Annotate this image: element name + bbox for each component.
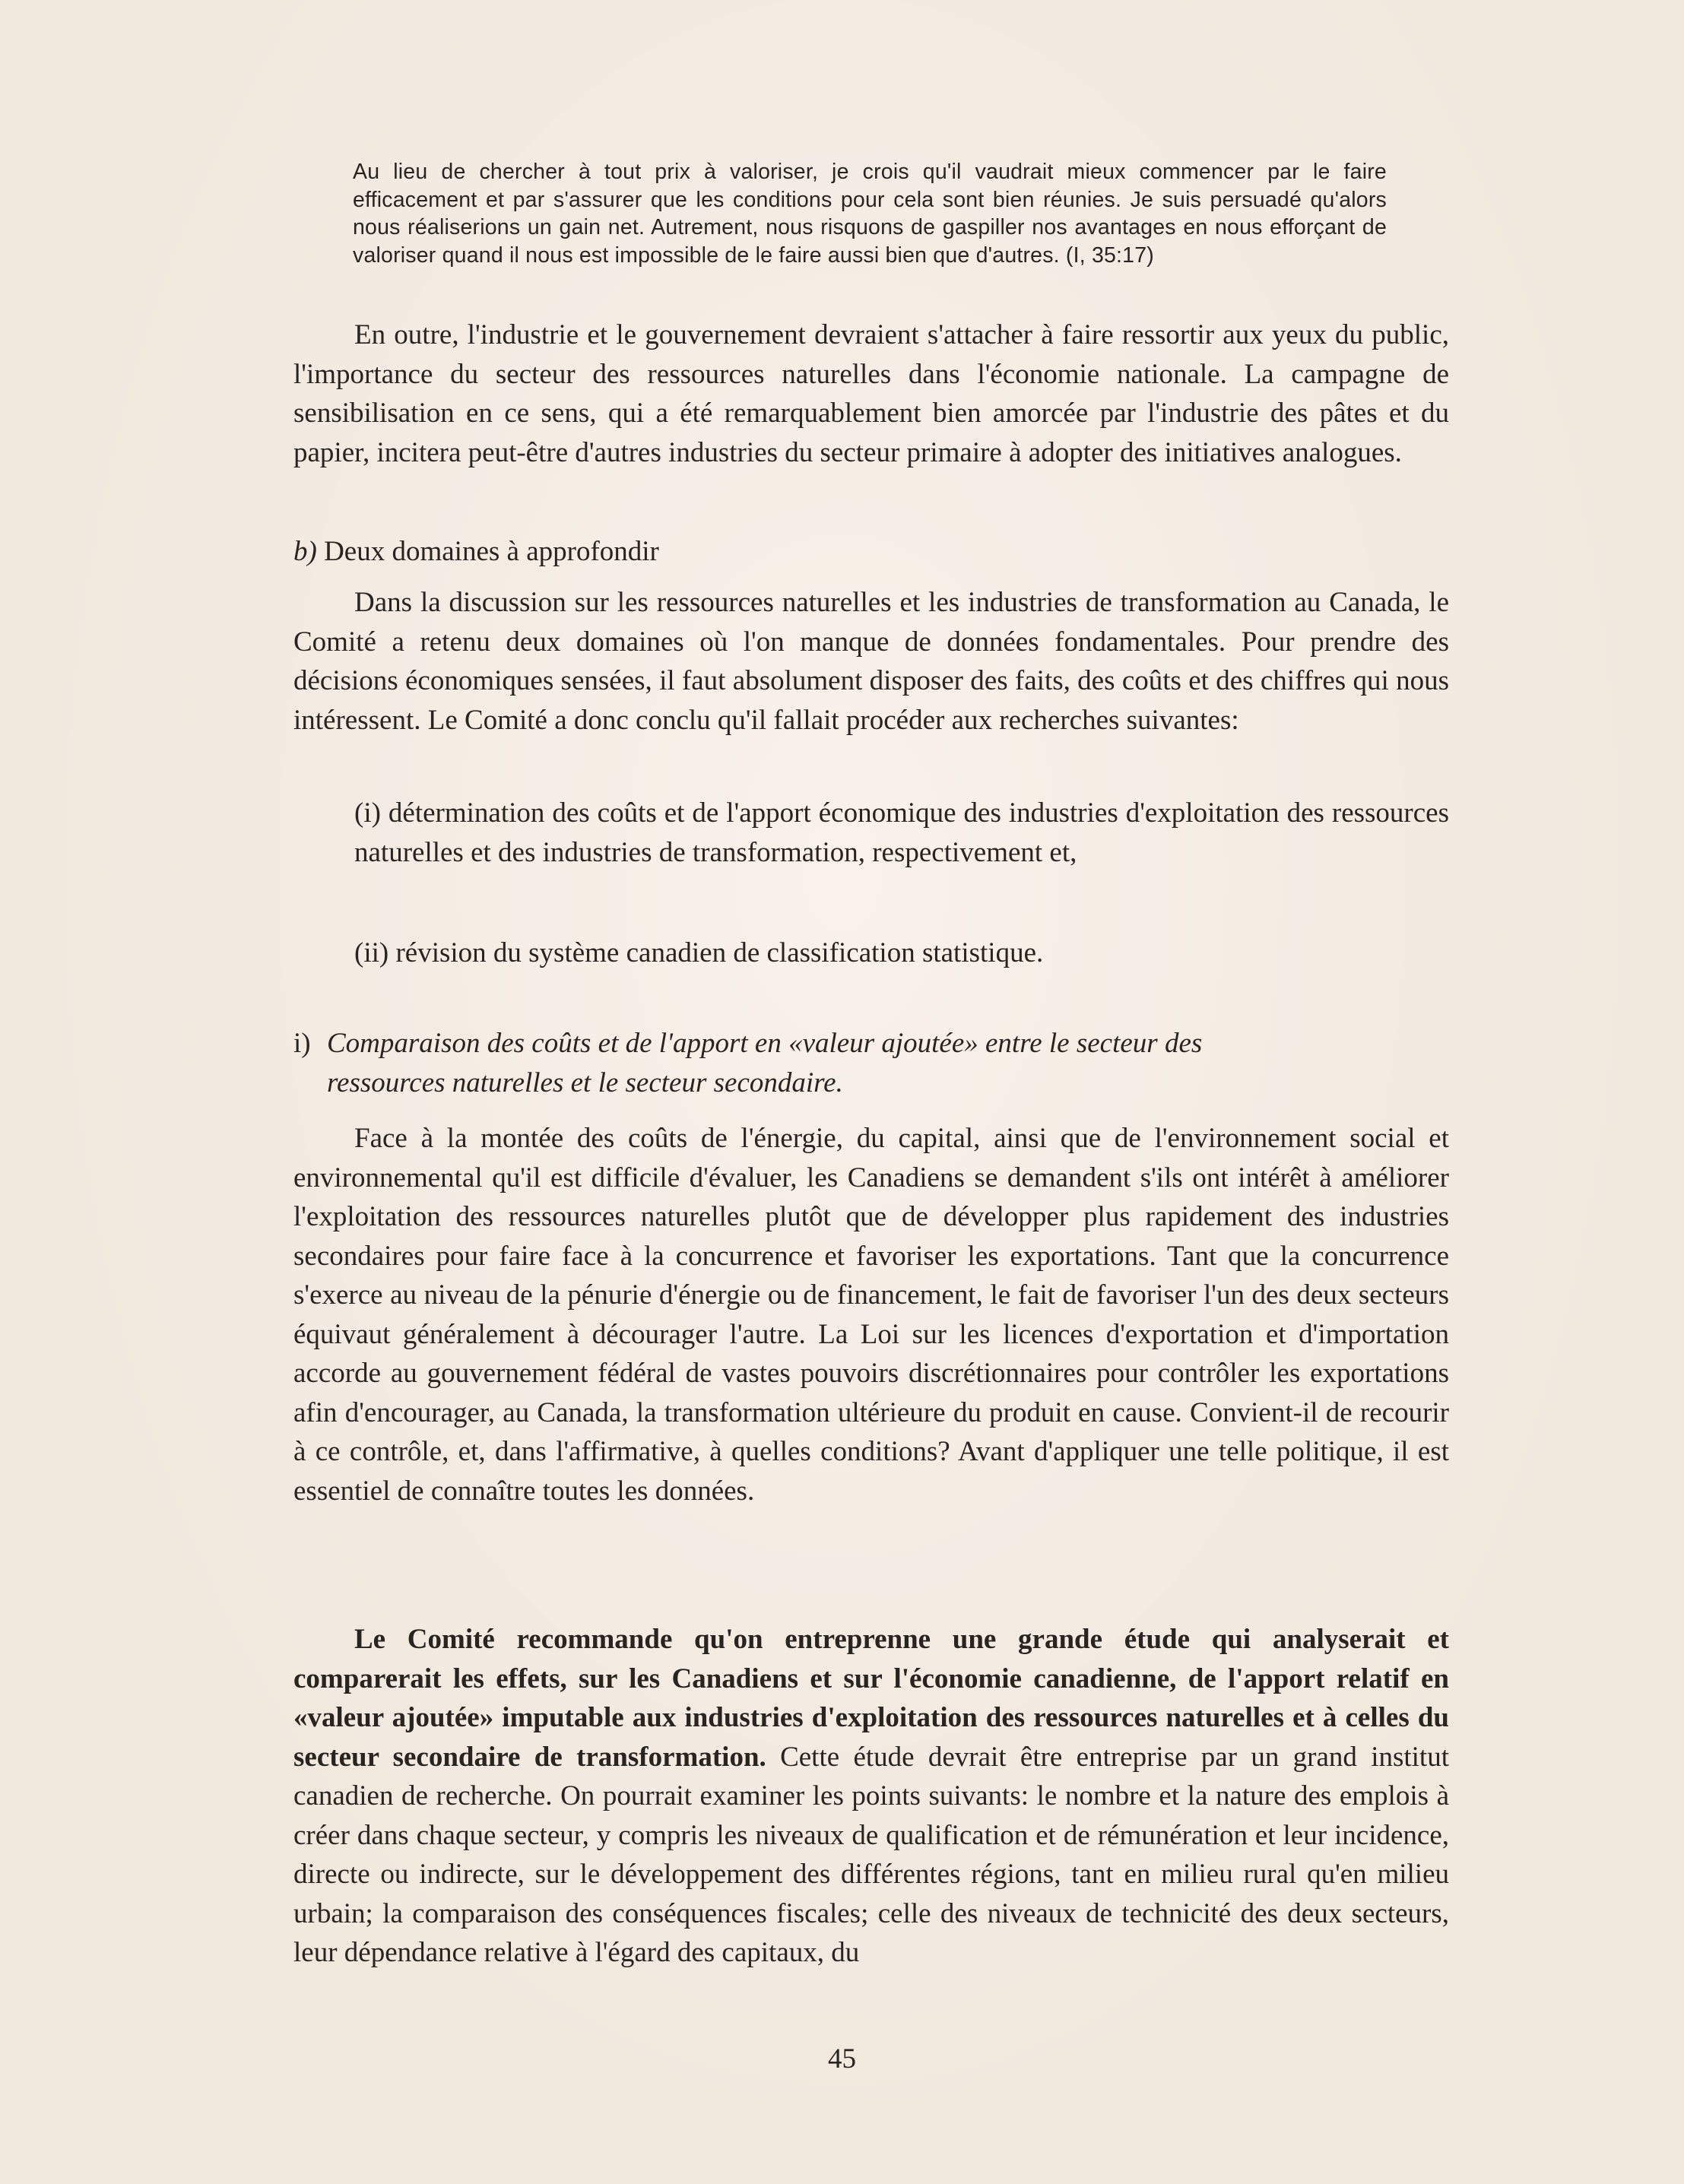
paragraph-rising-costs: Face à la montée des coûts de l'énergie, du capital, ainsi que de l'environnement social et environnemental qu'il est difficile d'évaluer, les Canadiens se demandent s'ils ont intérêt à améliorer l'exploitation des ressources naturelles plutôt que de développer plus rapidement des industries secondaires pour faire face à la concurrence et favoriser les exportations. Tant que la concurrence s'exerce au niveau de la pénurie d'énergie ou de financement, le fait de favoriser l'un des deux secteurs équivaut généralement à décourager l'autre. La Loi sur les licences d'exportation et d'importation accorde au gouvernement fédéral de vastes pouvoirs discrétionnaires pour contrôler les exportations afin d'encourager, au Canada, la transformation ultérieure du produit en cause. Convient-il de recourir à ce contrôle, et, dans l'affirmative, à quelles conditions? Avant d'appliquer une telle politique, il est essentiel de connaître toutes les données. (293, 1123, 1449, 1507)
subsection-heading-line-1: Comparaison des coûts et de l'apport en «valeur ajoutée» entre le secteur des (327, 1028, 1203, 1059)
paragraph-two-domains: Dans la discussion sur les ressources naturelles et les industries de transformation au Canada, le Comité a retenu deux domaines où l'on manque de données fondamentales. Pour prendre des décisions économiques sensées, il faut absolument disposer des faits, des coûts et des chiffres qui nous intéressent. Le Comité a donc conclu qu'il fallait procéder aux recherches suivantes: (293, 587, 1449, 736)
recommendation-bold-text: Le Comité recommande qu'on entreprenne une grande étude qui analyserait et comparerait les effets, sur les Canadiens et sur l'économie canadienne, de l'apport relatif en «valeur ajoutée» imputable aux industries d'exploitation des ressources naturelles et à celles du secteur secondaire de transformation. (293, 1624, 1449, 1773)
recommendation-body-text: Cette étude devrait être entreprise par un grand institut canadien de recherche. On pourrait examiner les points suivants: le nombre et la nature des emplois à créer dans chaque secteur, y compris les niveaux de qualification et de rémunération et leur incidence, directe ou indirecte, sur le développement des différentes régions, tant en milieu rural qu'en milieu urbain; la comparaison des conséquences fiscales; celle des niveaux de technicité des deux secteurs, leur dépendance relative à l'égard des capitaux, du (293, 1741, 1449, 1968)
subsection-heading-line-2: ressources naturelles et le secteur secondaire. (327, 1067, 843, 1098)
subsection-heading-number: i) (293, 1028, 311, 1059)
research-list-item-2: (ii) révision du système canadien de classification statistique. (354, 937, 1044, 968)
paragraph-industry-awareness: En outre, l'industrie et le gouvernement devraient s'attacher à faire ressortir aux yeux du public, l'importance du secteur des ressources naturelles dans l'économie nationale. La campagne de sensibilisation en ce sens, qui a été remarquablement bien amorcée par l'industrie des pâtes et du papier, incitera peut-être d'autres industries du secteur primaire à adopter des initiatives analogues. (293, 319, 1449, 468)
paragraph-recommendation (293, 1620, 1449, 1973)
research-list-item-1: (i) détermination des coûts et de l'apport économique des industries d'exploitation des ressources naturelles et des industries de transformation, respectivement et, (354, 797, 1449, 868)
subsection-heading-i (293, 1024, 1449, 1102)
section-heading-b-marker: b) (293, 536, 317, 567)
section-heading-b (293, 532, 659, 572)
page-number: 45 (828, 2043, 856, 2075)
section-heading-b-title: Deux domaines à approfondir (324, 536, 659, 567)
block-quote: Au lieu de chercher à tout prix à valoriser, je crois qu'il vaudrait mieux commencer par le faire efficacement et par s'assurer que les conditions pour cela sont bien réunies. Je suis persuadé qu'alors nous réaliserions un gain net. Autrement, nous risquons de gaspiller nos avantages en nous efforçant de valoriser quand il nous est impossible de le faire aussi bien que d'autres. (I, 35:17) (353, 160, 1387, 268)
